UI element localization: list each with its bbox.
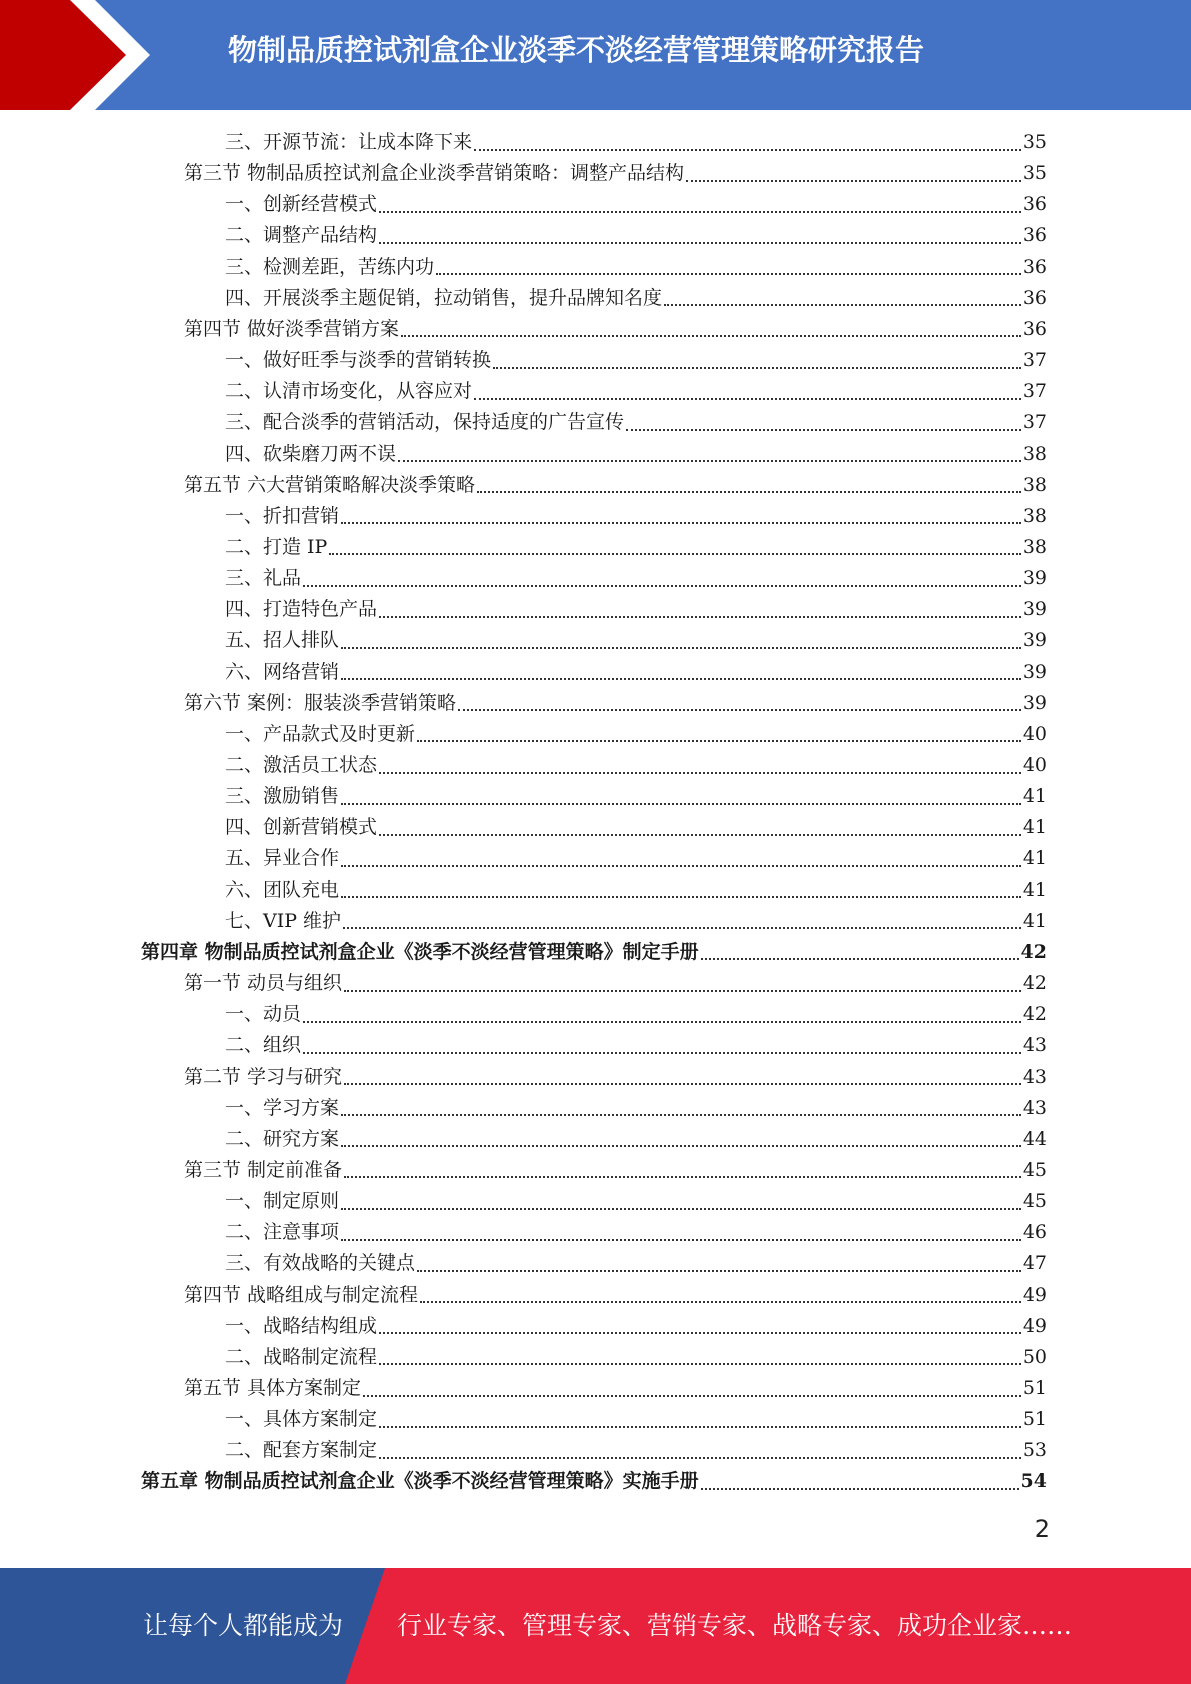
toc-entry-page: 43 xyxy=(1022,1065,1047,1088)
toc-entry-page: 49 xyxy=(1022,1314,1047,1337)
toc-entry-label: 四、开展淡季主题促销，拉动销售，提升品牌知名度 xyxy=(225,286,663,309)
toc-dot-leader xyxy=(379,616,1021,618)
toc-entry-page: 44 xyxy=(1022,1127,1047,1150)
toc-subsection-entry[interactable] xyxy=(225,1093,1047,1124)
toc-entry-page: 38 xyxy=(1022,473,1047,496)
toc-entry-label: 二、组织 xyxy=(225,1034,302,1057)
toc-entry-label: 第二节 学习与研究 xyxy=(184,1065,343,1088)
toc-entry-label: 四、砍柴磨刀两不误 xyxy=(225,442,397,465)
toc-entry-label: 三、开源节流：让成本降下来 xyxy=(225,131,473,153)
toc-dot-leader xyxy=(379,242,1021,244)
toc-subsection-entry[interactable] xyxy=(225,376,1047,407)
toc-entry-page: 39 xyxy=(1022,629,1047,652)
toc-dot-leader xyxy=(303,585,1021,587)
toc-dot-leader xyxy=(341,1145,1021,1147)
toc-entry-page: 53 xyxy=(1022,1439,1047,1462)
toc-dot-leader xyxy=(686,180,1021,182)
toc-subsection-entry[interactable] xyxy=(225,812,1047,843)
toc-subsection-entry[interactable] xyxy=(225,719,1047,750)
toc-entry-label: 第一节 动员与组织 xyxy=(184,972,343,995)
toc-dot-leader xyxy=(344,1083,1021,1085)
toc-entry-label: 第三节 制定前准备 xyxy=(184,1158,343,1181)
toc-chapter-entry[interactable] xyxy=(141,937,1047,968)
toc-entry-page: 39 xyxy=(1022,567,1047,590)
toc-section-entry[interactable] xyxy=(184,158,1047,189)
toc-entry-page: 41 xyxy=(1022,909,1047,932)
toc-subsection-entry[interactable] xyxy=(225,750,1047,781)
toc-entry-page: 35 xyxy=(1022,162,1047,185)
toc-subsection-entry[interactable] xyxy=(225,1124,1047,1155)
footer-roles: 行业专家、管理专家、营销专家、战略专家、成功企业家…… xyxy=(397,1611,1073,1640)
toc-subsection-entry[interactable] xyxy=(225,999,1047,1030)
toc-entry-page: 45 xyxy=(1022,1190,1047,1213)
toc-subsection-entry[interactable] xyxy=(225,1248,1047,1279)
toc-entry-label: 一、具体方案制定 xyxy=(225,1408,378,1431)
toc-entry-label: 第三节 物制品质控试剂盒企业淡季营销策略：调整产品结构 xyxy=(184,162,685,185)
toc-entry-page: 38 xyxy=(1022,504,1047,527)
toc-subsection-entry[interactable] xyxy=(225,252,1047,283)
toc-subsection-entry[interactable] xyxy=(225,594,1047,625)
toc-dot-leader xyxy=(341,522,1021,524)
toc-entry-page: 35 xyxy=(1022,131,1047,153)
toc-dot-leader xyxy=(341,1208,1021,1210)
toc-subsection-entry[interactable] xyxy=(225,501,1047,532)
toc-subsection-entry[interactable] xyxy=(225,563,1047,594)
toc-entry-label: 三、礼品 xyxy=(225,567,302,590)
toc-dot-leader xyxy=(379,1332,1021,1334)
toc-entry-label: 第五章 物制品质控试剂盒企业《淡季不淡经营管理策略》实施手册 xyxy=(141,1470,699,1493)
toc-entry-label: 二、配套方案制定 xyxy=(225,1439,378,1462)
toc-dot-leader xyxy=(474,398,1021,400)
toc-dot-leader xyxy=(664,304,1021,306)
toc-entry-label: 四、打造特色产品 xyxy=(225,598,378,621)
toc-entry-label: 第四章 物制品质控试剂盒企业《淡季不淡经营管理策略》制定手册 xyxy=(141,940,699,963)
toc-entry-label: 一、创新经营模式 xyxy=(225,193,378,216)
toc-subsection-entry[interactable] xyxy=(225,1030,1047,1061)
toc-entry-page: 41 xyxy=(1022,816,1047,839)
page-number: 2 xyxy=(1034,1515,1050,1543)
toc-subsection-entry[interactable] xyxy=(225,1435,1047,1466)
toc-entry-label: 二、调整产品结构 xyxy=(225,224,378,247)
toc-dot-leader xyxy=(341,803,1021,805)
toc-dot-leader xyxy=(398,460,1021,462)
toc-subsection-entry[interactable] xyxy=(225,1311,1047,1342)
toc-dot-leader xyxy=(701,958,1019,960)
toc-entry-page: 50 xyxy=(1022,1345,1047,1368)
toc-entry-label: 三、配合淡季的营销活动，保持适度的广告宣传 xyxy=(225,411,625,434)
toc-entry-page: 37 xyxy=(1022,349,1047,372)
toc-entry-page: 49 xyxy=(1022,1283,1047,1306)
toc-dot-leader xyxy=(341,1114,1021,1116)
toc-subsection-entry[interactable] xyxy=(225,1186,1047,1217)
toc-entry-label: 四、创新营销模式 xyxy=(225,816,378,839)
toc-entry-page: 36 xyxy=(1022,193,1047,216)
toc-entry-page: 41 xyxy=(1022,785,1047,808)
toc-dot-leader xyxy=(303,1052,1021,1054)
toc-subsection-entry[interactable] xyxy=(225,657,1047,688)
toc-entry-page: 42 xyxy=(1022,1003,1047,1026)
toc-entry-label: 第六节 案例：服装淡季营销策略 xyxy=(184,691,457,714)
toc-dot-leader xyxy=(363,1395,1021,1397)
toc-entry-page: 39 xyxy=(1022,598,1047,621)
toc-entry-page: 36 xyxy=(1022,255,1047,278)
toc-dot-leader xyxy=(436,273,1021,275)
toc-dot-leader xyxy=(493,367,1021,369)
toc-entry-label: 第四节 战略组成与制定流程 xyxy=(184,1283,419,1306)
toc-section-entry[interactable] xyxy=(184,968,1047,999)
toc-dot-leader xyxy=(303,1021,1021,1023)
toc-entry-page: 40 xyxy=(1022,722,1047,745)
toc-entry-label: 三、激励销售 xyxy=(225,785,340,808)
toc-entry-label: 三、有效战略的关键点 xyxy=(225,1252,416,1275)
footer-slogan: 让每个人都能成为 xyxy=(143,1611,344,1640)
toc-entry-label: 第五节 六大营销策略解决淡季策略 xyxy=(184,473,476,496)
toc-section-entry[interactable] xyxy=(184,688,1047,719)
toc-entry-page: 41 xyxy=(1022,878,1047,901)
toc-section-entry[interactable] xyxy=(184,1062,1047,1093)
toc-entry-label: 一、产品款式及时更新 xyxy=(225,722,416,745)
toc-entry-label: 一、动员 xyxy=(225,1003,302,1026)
toc-subsection-entry[interactable] xyxy=(225,906,1047,937)
toc-subsection-entry[interactable] xyxy=(225,127,1047,158)
toc-entry-page: 36 xyxy=(1022,224,1047,247)
toc-dot-leader xyxy=(379,772,1021,774)
toc-entry-label: 六、网络营销 xyxy=(225,660,340,683)
toc-entry-label: 一、学习方案 xyxy=(225,1096,340,1119)
toc-dot-leader xyxy=(341,865,1021,867)
toc-dot-leader xyxy=(379,1457,1021,1459)
toc-entry-page: 43 xyxy=(1022,1096,1047,1119)
toc-entry-label: 第五节 具体方案制定 xyxy=(184,1377,362,1399)
toc-entry-label: 一、折扣营销 xyxy=(225,504,340,527)
toc-entry-page: 41 xyxy=(1022,847,1047,870)
toc-dot-leader xyxy=(379,1426,1021,1428)
toc-dot-leader xyxy=(341,1239,1021,1241)
toc-subsection-entry[interactable] xyxy=(225,532,1047,563)
toc-subsection-entry[interactable] xyxy=(225,843,1047,874)
toc-entry-page: 51 xyxy=(1022,1377,1047,1399)
toc-entry-page: 40 xyxy=(1022,754,1047,776)
toc-dot-leader xyxy=(417,740,1021,742)
toc-dot-leader xyxy=(474,149,1021,151)
toc-entry-label: 二、研究方案 xyxy=(225,1127,340,1150)
toc-dot-leader xyxy=(344,1176,1021,1178)
toc-dot-leader xyxy=(626,429,1021,431)
toc-dot-leader xyxy=(343,927,1021,929)
toc-dot-leader xyxy=(420,1301,1021,1303)
toc-entry-label: 五、异业合作 xyxy=(225,847,340,870)
toc-entry-label: 五、招人排队 xyxy=(225,629,340,652)
toc-dot-leader xyxy=(477,491,1021,493)
toc-dot-leader xyxy=(379,211,1021,213)
toc-section-entry[interactable] xyxy=(184,1373,1047,1404)
toc-entry-label: 第四节 做好淡季营销方案 xyxy=(184,317,400,340)
toc-entry-page: 43 xyxy=(1022,1034,1047,1057)
toc-dot-leader xyxy=(401,335,1021,337)
toc-entry-label: 一、做好旺季与淡季的营销转换 xyxy=(225,349,492,372)
toc-entry-page: 51 xyxy=(1022,1408,1047,1431)
toc-entry-page: 37 xyxy=(1022,380,1047,403)
toc-entry-label: 二、注意事项 xyxy=(225,1221,340,1244)
toc-entry-page: 42 xyxy=(1020,940,1047,963)
toc-subsection-entry[interactable] xyxy=(225,439,1047,470)
toc-entry-label: 一、制定原则 xyxy=(225,1190,340,1213)
toc-subsection-entry[interactable] xyxy=(225,781,1047,812)
toc-entry-page: 39 xyxy=(1022,660,1047,683)
toc-subsection-entry[interactable] xyxy=(225,625,1047,656)
toc-entry-page: 45 xyxy=(1022,1158,1047,1181)
toc-subsection-entry[interactable] xyxy=(225,345,1047,376)
toc-entry-label: 二、认清市场变化，从容应对 xyxy=(225,380,473,403)
toc-dot-leader xyxy=(417,1270,1021,1272)
toc-section-entry[interactable] xyxy=(184,1280,1047,1311)
toc-subsection-entry[interactable] xyxy=(225,1404,1047,1435)
toc-section-entry[interactable] xyxy=(184,314,1047,345)
toc-subsection-entry[interactable] xyxy=(225,1342,1047,1373)
toc-dot-leader xyxy=(341,896,1021,898)
document-title: 物制品质控试剂盒企业淡季不淡经营管理策略研究报告 xyxy=(228,33,925,67)
toc-entry-page: 46 xyxy=(1022,1221,1047,1244)
toc-entry-label: 一、战略结构组成 xyxy=(225,1314,378,1337)
toc-entry-page: 42 xyxy=(1022,972,1047,995)
toc-entry-label: 六、团队充电 xyxy=(225,878,340,901)
toc-entry-label: 三、检测差距，苦练内功 xyxy=(225,255,435,278)
toc-subsection-entry[interactable] xyxy=(225,875,1047,906)
toc-section-entry[interactable] xyxy=(184,1155,1047,1186)
toc-dot-leader xyxy=(344,990,1021,992)
toc-chapter-entry[interactable] xyxy=(141,1466,1047,1497)
toc-subsection-entry[interactable] xyxy=(225,189,1047,220)
toc-entry-label: 二、激活员工状态 xyxy=(225,754,378,776)
toc-subsection-entry[interactable] xyxy=(225,407,1047,438)
toc-entry-page: 36 xyxy=(1022,286,1047,309)
page-header xyxy=(0,0,1191,110)
toc-entry-page: 38 xyxy=(1022,535,1047,558)
toc-subsection-entry[interactable] xyxy=(225,1217,1047,1248)
page-footer xyxy=(0,1568,1191,1684)
toc-entry-page: 54 xyxy=(1020,1470,1047,1493)
toc-dot-leader xyxy=(379,834,1021,836)
toc-subsection-entry[interactable] xyxy=(225,220,1047,251)
toc-entry-label: 二、打造 IP xyxy=(225,535,328,558)
toc-dot-leader xyxy=(329,553,1020,555)
toc-dot-leader xyxy=(341,647,1021,649)
toc-entry-page: 36 xyxy=(1022,317,1047,340)
toc-dot-leader xyxy=(458,709,1021,711)
toc-entry-page: 38 xyxy=(1022,442,1047,465)
toc-entry-label: 二、战略制定流程 xyxy=(225,1345,378,1368)
toc-subsection-entry[interactable] xyxy=(225,283,1047,314)
toc-entry-page: 39 xyxy=(1022,691,1047,714)
toc-entry-page: 37 xyxy=(1022,411,1047,434)
toc-section-entry[interactable] xyxy=(184,470,1047,501)
toc-entry-label: 七、VIP 维护 xyxy=(225,909,342,932)
toc-dot-leader xyxy=(379,1363,1021,1365)
toc-entry-page: 47 xyxy=(1022,1252,1047,1275)
toc-dot-leader xyxy=(701,1488,1019,1490)
toc-dot-leader xyxy=(341,678,1021,680)
